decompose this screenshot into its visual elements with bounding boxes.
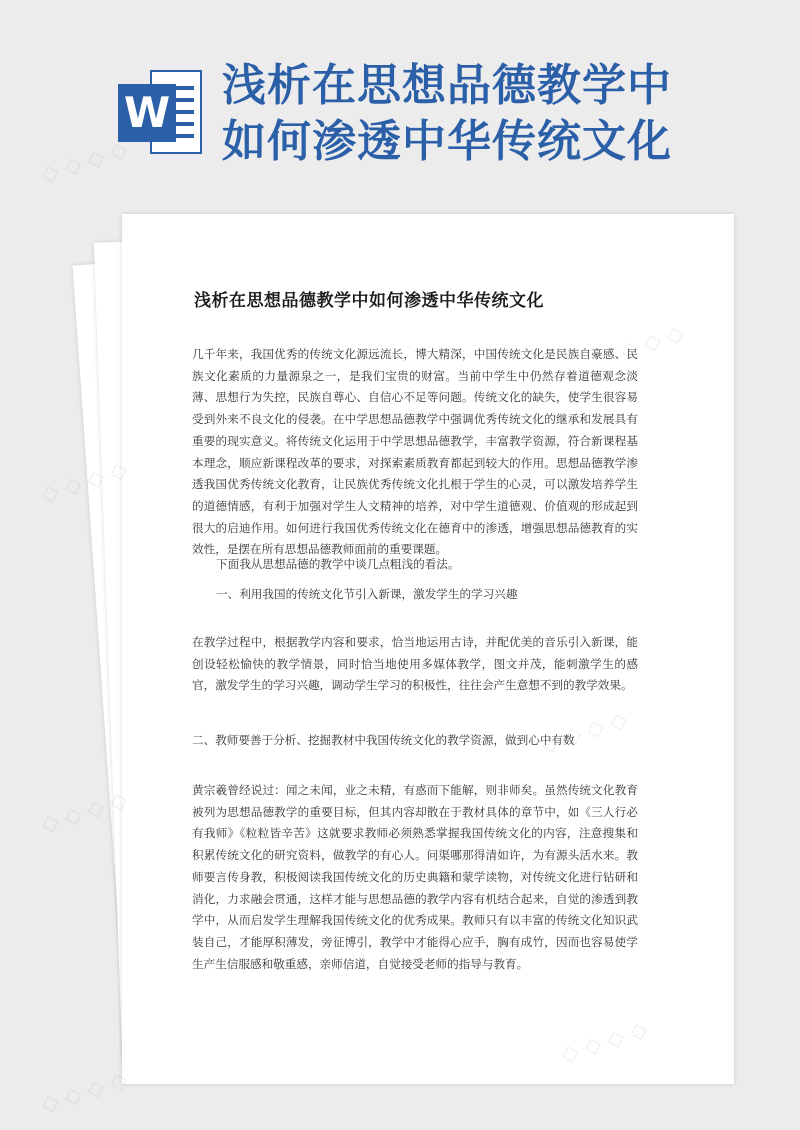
section-heading-1: 一、利用我国的传统文化节引入新课，激发学生的学习兴趣 (216, 587, 518, 601)
document-title: 浅析在思想品德教学中如何渗透中华传统文化 (194, 291, 544, 311)
paragraph-section-1: 在教学过程中，根据教学内容和要求，恰当地运用古诗，并配优美的音乐引入新课，能创设轻松愉快的教学情景，同时恰当地使用多媒体教学，图文并茂，能刺激学生的感官，激发学生的学习兴趣，调动学生学习的积极性，往往会产生意想不到的教学效果。 (192, 635, 638, 693)
word-logo-badge: W (118, 84, 176, 142)
paragraph-intro: 几千年来，我国优秀的传统文化源远流长，博大精深，中国传统文化是民族自豪感、民族文化素质的力量源泉之一，是我们宝贵的财富。当前中学生中仍然存着道德观念淡薄、思想行为失控，民族自尊心、自信心不足等问题。传统文化的缺失，使学生很容易受到外来不良文化的侵袭。在中学思想品德教学中强调优秀传统文化的继承和发展具有重要的现实意义。将传统文化运用于中学思想品德教学，丰富教学资源，符合新课程基本理念，顺应新课程改革的要求，对探索素质教育都起到较大的作用。思想品德教学渗透我国优秀传统文化教育，让民族优秀传统文化扎根于学生的心灵，可以激发培养学生的道德情感，有利于加强对学生人文精神的培养，对中学生道德观、价值观的形成起到很大的启迪作用。如何进行我国优秀传统文化在德育中的渗透，增强思想品德教育的实效性，是摆在所有思想品德教师面前的重要课题。 (192, 347, 638, 557)
watermark-layer: ◇ ◇ ◇ ◇ ◇ ◇ ◇ ◇ ◇ ◇ ◇ ◇ ◇ ◇ ◇ ◇ (38, 136, 131, 1119)
document-page (122, 214, 734, 1084)
paragraph-lead-in: 下面我从思想品德的教学中谈几点粗浅的看法。 (216, 557, 460, 571)
section-heading-2: 二、教师要善于分析、挖掘教材中我国传统文化的教学资源，做到心中有数 (192, 733, 575, 747)
banner-title (222, 58, 782, 170)
word-document-icon (112, 62, 208, 162)
banner-title-line-1: 浅析在思想品德教学中 (222, 60, 672, 111)
paragraph-section-2: 黄宗羲曾经说过：闻之未闻，业之未精，有惑而下能解，则非师矣。虽然传统文化教育被列为思想品德教学的重要目标，但其内容却散在于教材具体的章节中，如《三人行必有我师》《粒粒皆辛苦》这就要求教师必须熟悉掌握我国传统文化的内容，注意搜集和积累传统文化的研究资料，做教学的有心人。问渠哪那得清如许，为有源头活水来。教师要言传身教，积极阅读我国传统文化的历史典籍和蒙学读物，对传统文化进行钻研和消化，力求融会贯通，这样才能与思想品德的教学内容有机结合起来，自觉的渗透到教学中，从而启发学生理解我国传统文化的优秀成果。教师只有以丰富的传统文化知识武装自己，才能厚积薄发，旁征博引，教学中才能得心应手，胸有成竹，因而也容易使学生产生信服感和敬重感，亲师信道，自觉接受老师的指导与教育。 (192, 783, 638, 971)
banner (0, 0, 800, 200)
banner-title-line-2: 如何渗透中华传统文化 (222, 116, 672, 167)
